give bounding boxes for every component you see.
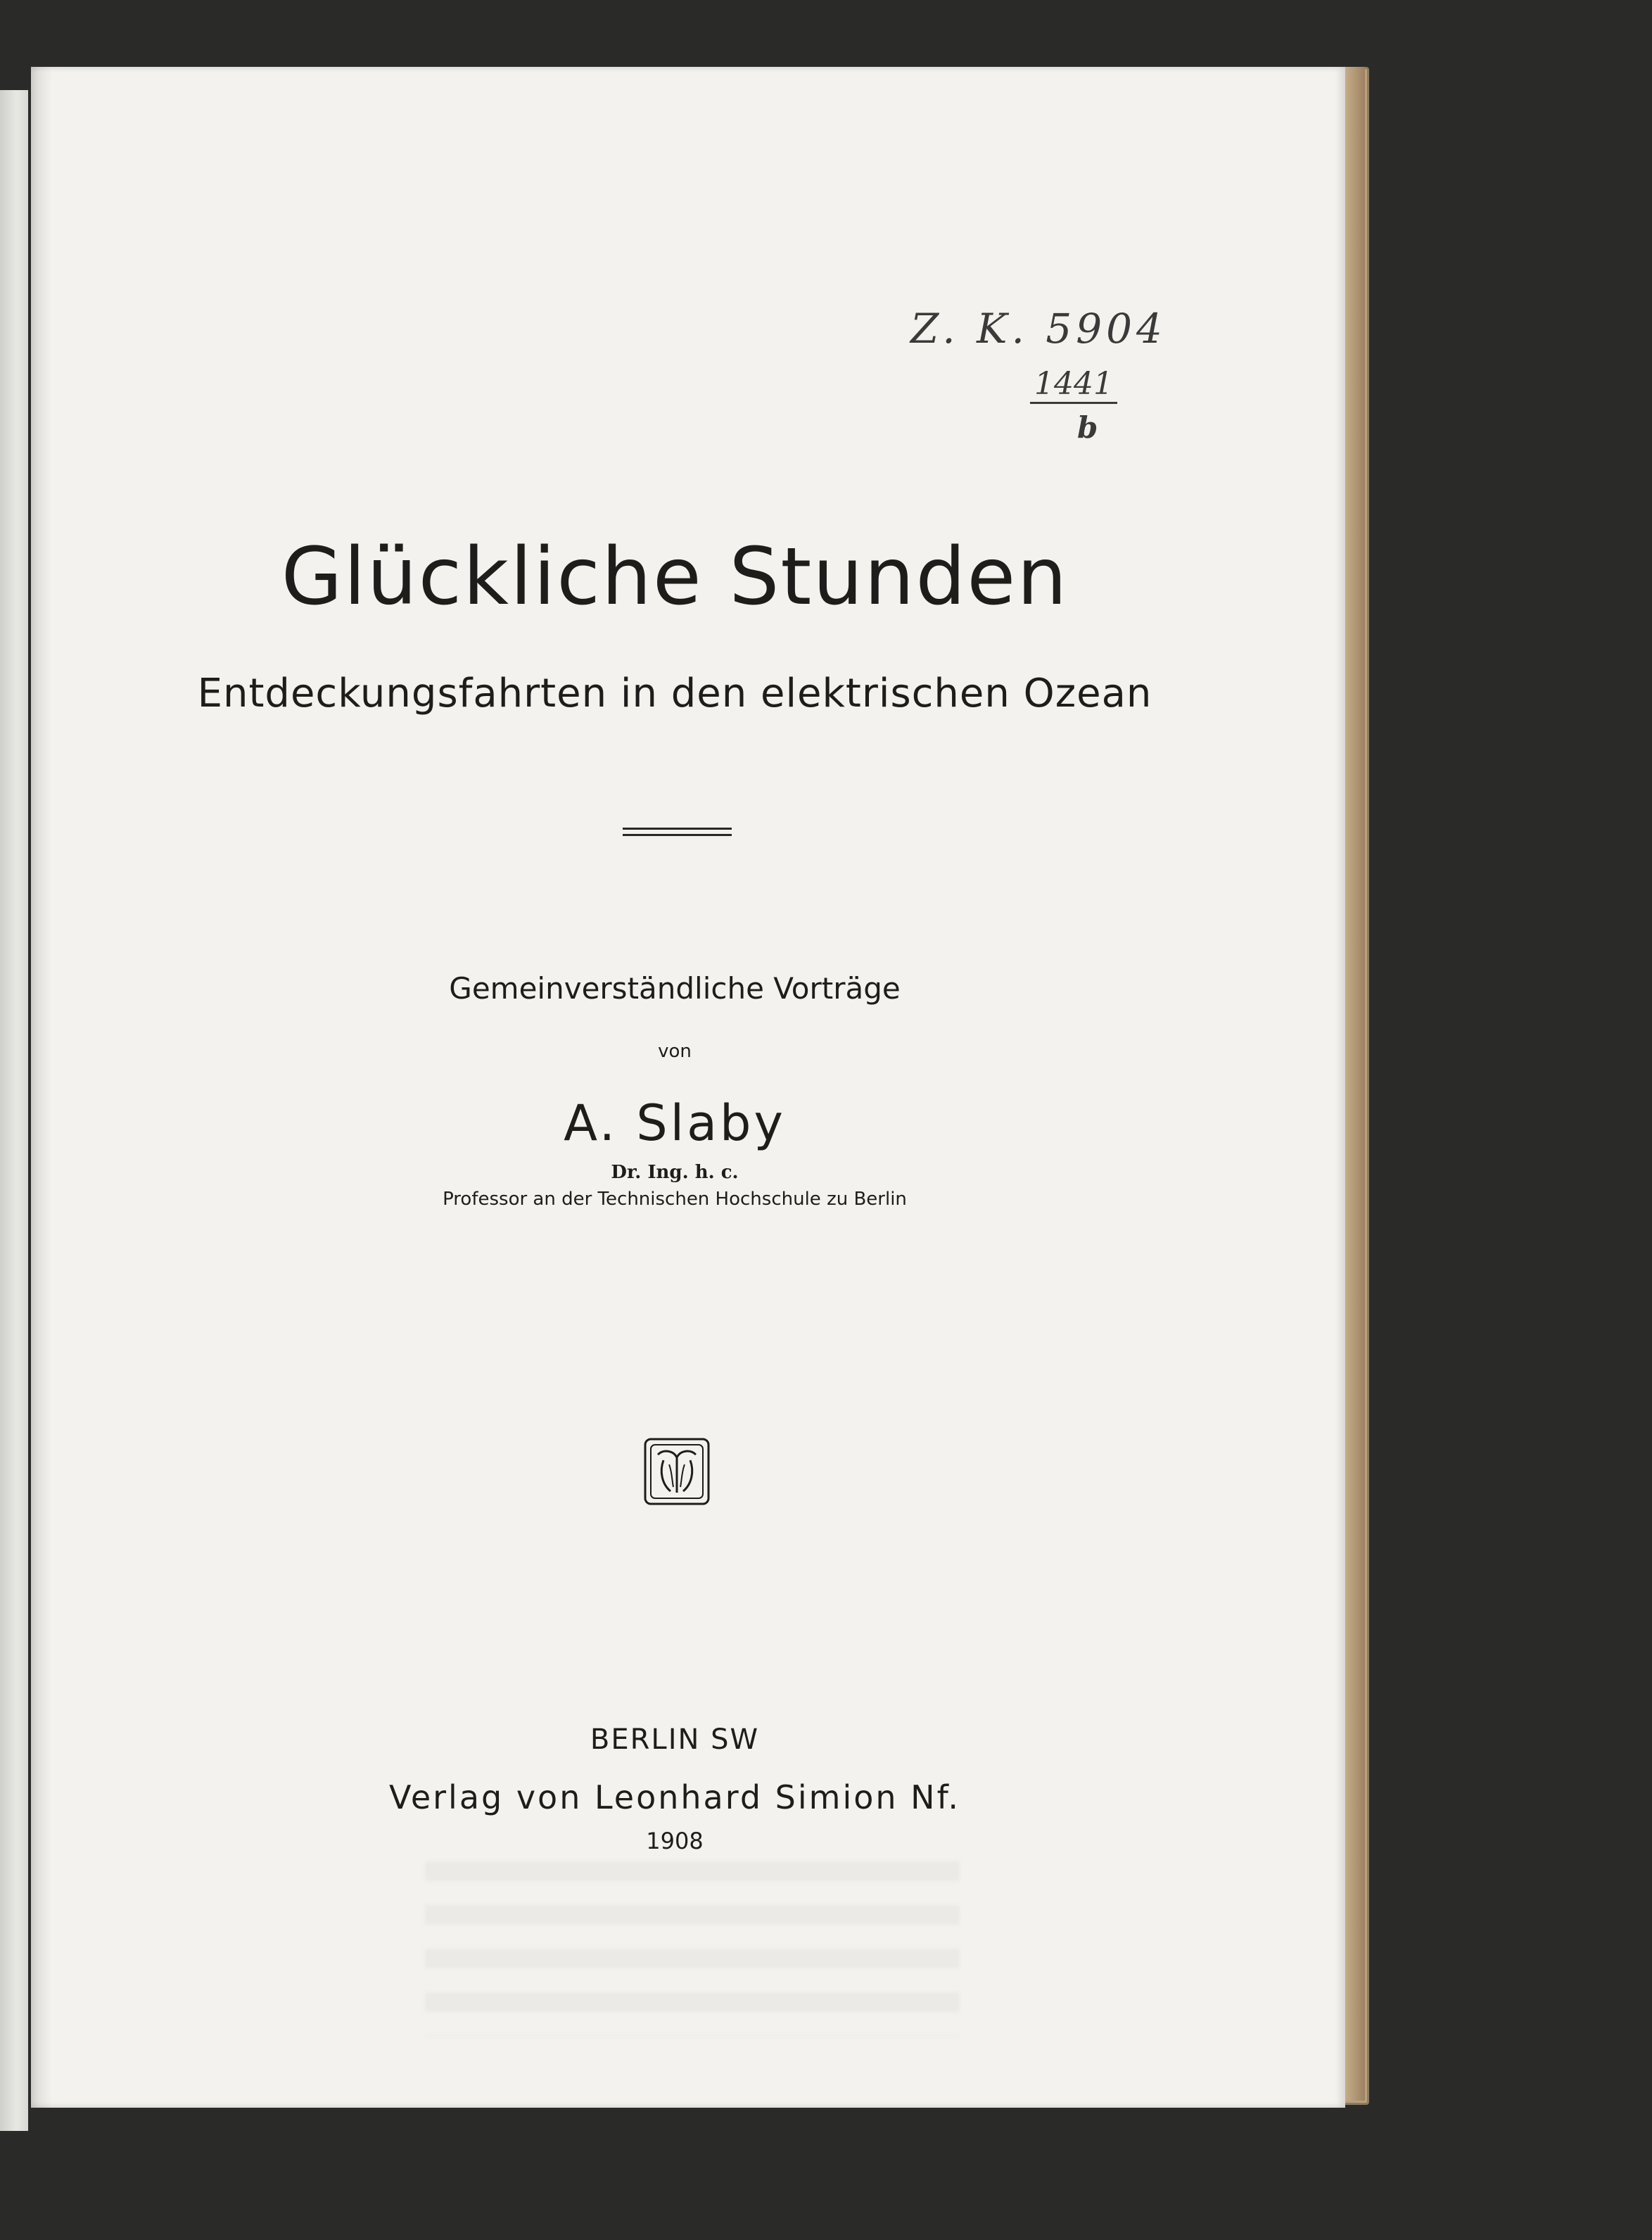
author-degree: Dr. Ing. h. c. — [611, 1162, 739, 1183]
title-page — [31, 67, 1345, 2108]
imprint-city: BERLIN SW — [590, 1723, 760, 1756]
shelfmark-line3: b — [1077, 410, 1098, 445]
publisher-logo-icon — [642, 1436, 711, 1507]
adjacent-page-edge — [0, 90, 28, 2131]
genre-line: Gemeinverständliche Vorträge — [449, 971, 901, 1006]
double-rule-bottom — [623, 834, 732, 836]
author-name: A. Slaby — [564, 1094, 786, 1152]
imprint-publisher: Verlag von Leonhard Simion Nf. — [388, 1778, 961, 1816]
imprint-year: 1908 — [646, 1828, 704, 1854]
shelfmark-line1: Z. K. 5904 — [910, 305, 1167, 353]
book-subtitle: Entdeckungsfahrten in den elektrischen Ozean — [197, 671, 1152, 716]
book-title: Glückliche Stunden — [281, 531, 1069, 623]
shelfmark-line2: 1441 — [1030, 366, 1117, 404]
by-line: von — [658, 1041, 692, 1062]
double-rule-top — [623, 828, 732, 830]
author-position: Professor an der Technischen Hochschule zu Berlin — [443, 1189, 907, 1210]
show-through-text — [425, 1861, 960, 2037]
